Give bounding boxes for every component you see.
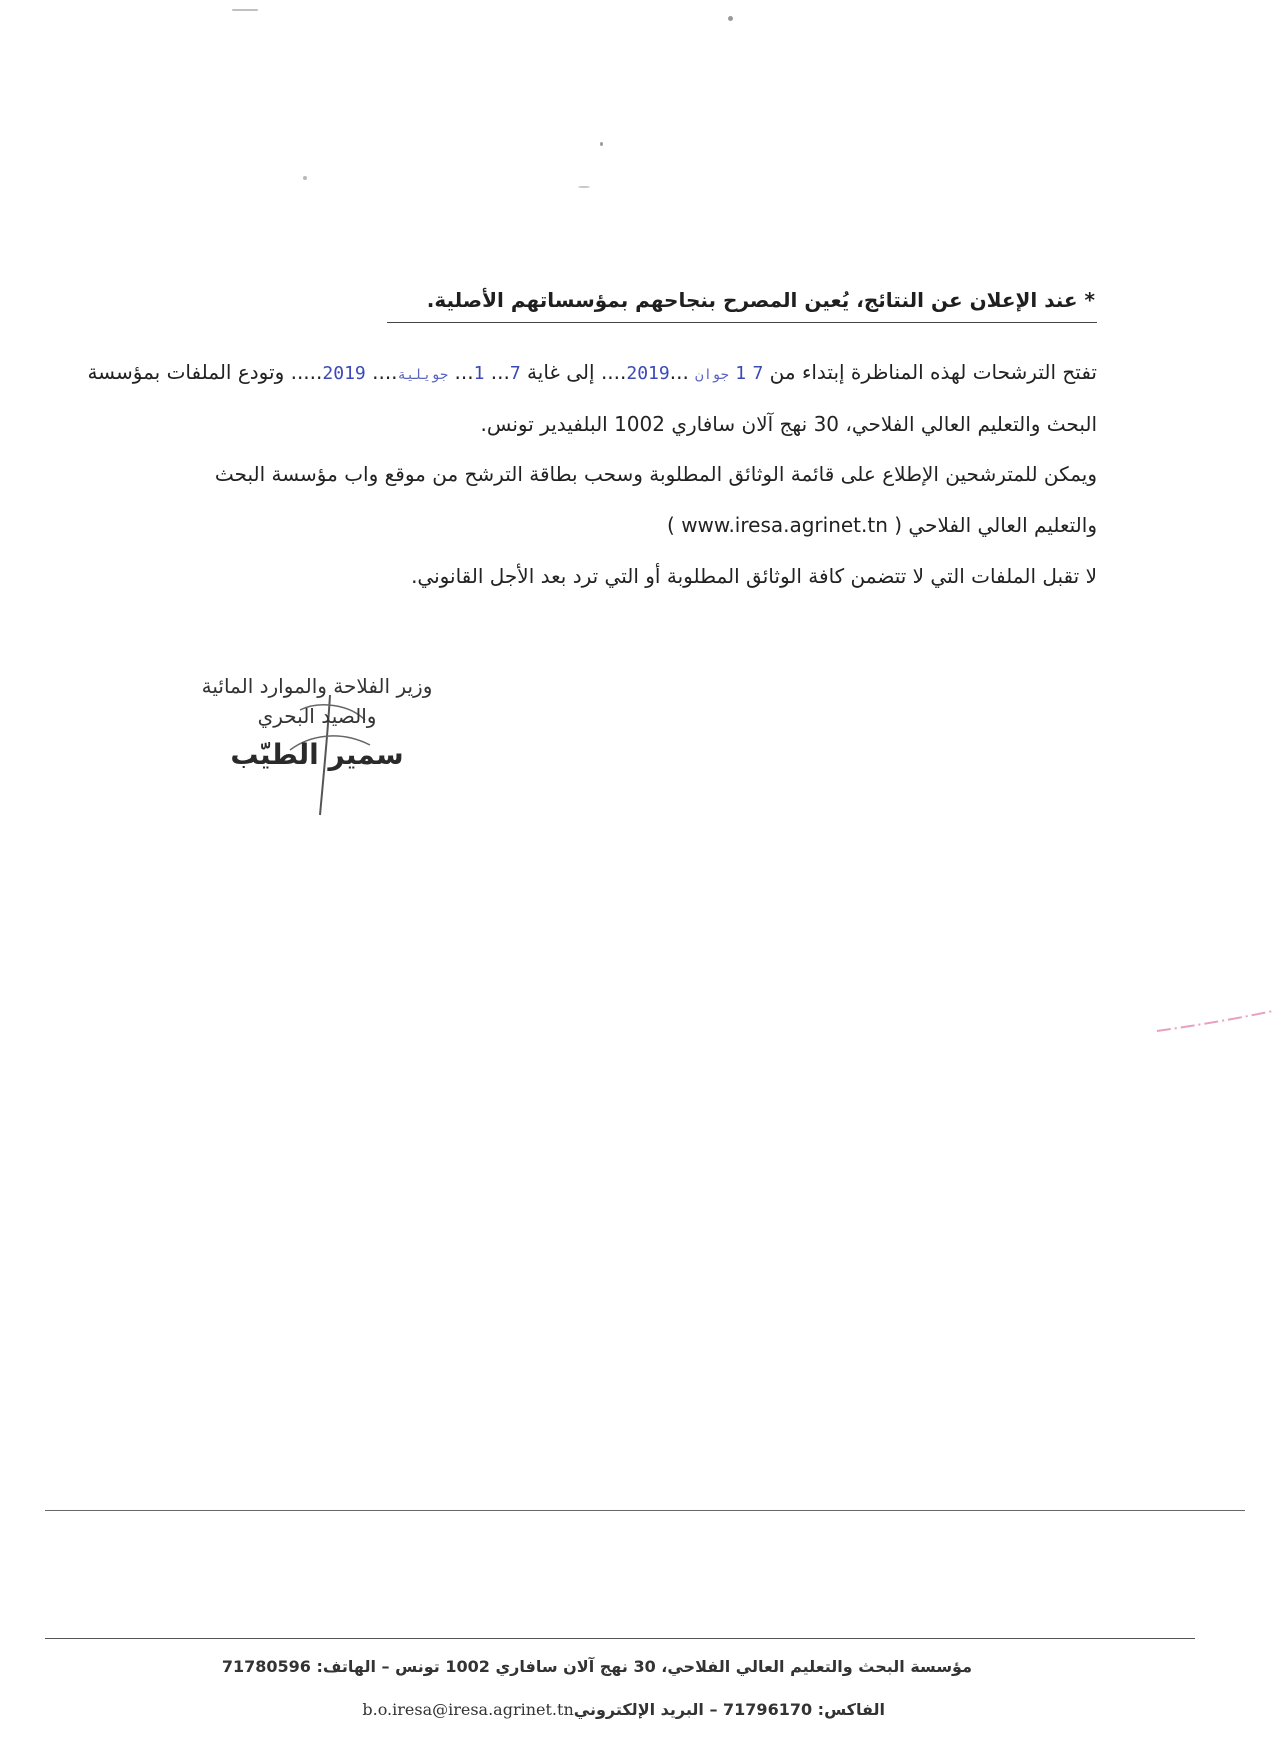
paragraph-line-documents: ويمكن للمترشحين الإطلاع على قائمة الوثائق المطلوبة وسحب بطاقة الترشح من موقع واب مؤسسة البحث — [214, 462, 1097, 486]
paragraph-line-rejection: لا تقبل الملفات التي لا تتضمن كافة الوثائق المطلوبة أو التي ترد بعد الأجل القانوني. — [411, 564, 1097, 588]
footer-contact — [0, 1700, 885, 1719]
signatory-title-line1: وزير الفلاحة والموارد المائية — [201, 674, 433, 698]
page-divider — [45, 1510, 1245, 1511]
end-month: 1 — [473, 363, 485, 384]
notice-underline — [387, 322, 1097, 323]
pink-marker-stroke — [1155, 1005, 1275, 1035]
scan-speck — [303, 176, 307, 180]
start-day: 7 — [752, 363, 764, 384]
footer-divider — [45, 1638, 1195, 1639]
scan-speck — [578, 186, 590, 188]
signature-block — [157, 674, 477, 771]
end-year: 2019 — [322, 363, 366, 384]
end-monthname: جويلية — [397, 367, 449, 383]
scan-speck — [232, 9, 258, 11]
paragraph-line-address: البحث والتعليم العالي الفلاحي، 30 نهج آلان سافاري 1002 البلفيدير تونس. — [480, 412, 1097, 436]
start-month: 1 — [735, 363, 747, 384]
line1-end: وتودع الملفات بمؤسسة — [87, 360, 285, 384]
line1-start: تفتح الترشحات لهذه المناظرة إبتداء من — [769, 360, 1097, 384]
start-year: 2019 — [626, 363, 670, 384]
footer-email: b.o.iresa@iresa.agrinet.tn — [362, 1700, 574, 1719]
signatory-title-line2: والصيد البحري — [257, 704, 377, 728]
end-day: 7 — [509, 363, 521, 384]
results-notice: * عند الإعلان عن النتائج، يُعين المصرح بنجاحهم بمؤسساتهم الأصلية. — [426, 288, 1095, 312]
footer-address: مؤسسة البحث والتعليم العالي الفلاحي، 30 نهج آلان سافاري 1002 تونس – الهاتف: 71780596 — [221, 1657, 972, 1676]
line1-mid: إلى غاية — [527, 360, 595, 384]
signatory-name: سمير الطيّب — [230, 738, 404, 771]
paragraph-line-dates: تفتح الترشحات لهذه المناظرة إبتداء من 7 1 جوان ...2019.... إلى غاية 7... 1... جويلية.... 2019..... وتودع الملفات بمؤسسة — [87, 360, 1097, 384]
scan-speck — [728, 16, 733, 21]
start-monthname: جوان — [695, 367, 729, 383]
footer-fax: الفاكس: 71796170 – البريد الإلكتروني — [573, 1700, 885, 1719]
paragraph-line-website: والتعليم العالي الفلاحي ( www.iresa.agrinet.tn ) — [667, 513, 1097, 537]
scan-speck — [600, 142, 603, 146]
